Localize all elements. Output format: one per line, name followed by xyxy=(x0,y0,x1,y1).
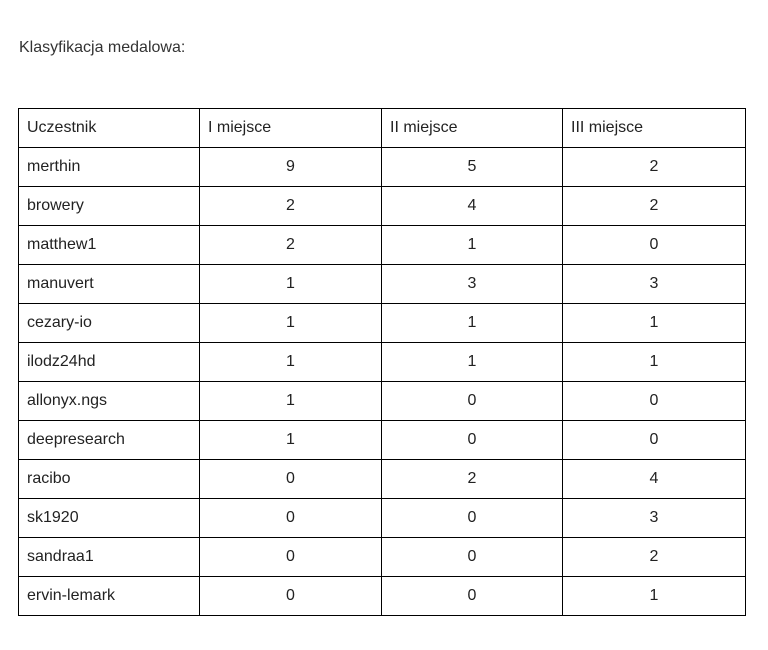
third-place-count-cell: 2 xyxy=(563,538,746,577)
third-place-count-cell: 3 xyxy=(563,265,746,304)
third-place-count-cell: 0 xyxy=(563,226,746,265)
table-row xyxy=(19,265,746,304)
first-place-count-cell: 1 xyxy=(200,421,382,460)
participant-name-cell: deepresearch xyxy=(19,421,200,460)
first-place-count-cell: 0 xyxy=(200,538,382,577)
first-place-count-cell: 0 xyxy=(200,460,382,499)
participant-name-cell: racibo xyxy=(19,460,200,499)
table-row xyxy=(19,538,746,577)
third-place-count-cell: 1 xyxy=(563,343,746,382)
second-place-count-cell: 3 xyxy=(382,265,563,304)
third-place-count-cell: 1 xyxy=(563,304,746,343)
first-place-count-cell: 9 xyxy=(200,148,382,187)
third-place-count-cell: 2 xyxy=(563,187,746,226)
participant-name-cell: sandraa1 xyxy=(19,538,200,577)
second-place-count-cell: 0 xyxy=(382,421,563,460)
column-header-participant: Uczestnik xyxy=(19,109,200,148)
first-place-count-cell: 1 xyxy=(200,382,382,421)
second-place-count-cell: 2 xyxy=(382,460,563,499)
second-place-count-cell: 1 xyxy=(382,343,563,382)
table-row xyxy=(19,148,746,187)
third-place-count-cell: 1 xyxy=(563,577,746,616)
table-row xyxy=(19,226,746,265)
column-header-third-place: III miejsce xyxy=(563,109,746,148)
participant-name-cell: sk1920 xyxy=(19,499,200,538)
first-place-count-cell: 0 xyxy=(200,577,382,616)
second-place-count-cell: 1 xyxy=(382,226,563,265)
first-place-count-cell: 1 xyxy=(200,343,382,382)
first-place-count-cell: 1 xyxy=(200,304,382,343)
column-header-first-place: I miejsce xyxy=(200,109,382,148)
first-place-count-cell: 2 xyxy=(200,226,382,265)
participant-name-cell: browery xyxy=(19,187,200,226)
table-row xyxy=(19,421,746,460)
third-place-count-cell: 0 xyxy=(563,421,746,460)
second-place-count-cell: 1 xyxy=(382,304,563,343)
table-row xyxy=(19,499,746,538)
second-place-count-cell: 0 xyxy=(382,499,563,538)
second-place-count-cell: 0 xyxy=(382,382,563,421)
second-place-count-cell: 0 xyxy=(382,538,563,577)
participant-name-cell: merthin xyxy=(19,148,200,187)
table-body xyxy=(19,148,746,616)
first-place-count-cell: 2 xyxy=(200,187,382,226)
page-title: Klasyfikacja medalowa: xyxy=(19,39,186,56)
participant-name-cell: matthew1 xyxy=(19,226,200,265)
second-place-count-cell: 0 xyxy=(382,577,563,616)
third-place-count-cell: 0 xyxy=(563,382,746,421)
participant-name-cell: allonyx.ngs xyxy=(19,382,200,421)
second-place-count-cell: 4 xyxy=(382,187,563,226)
table-row xyxy=(19,187,746,226)
participant-name-cell: cezary-io xyxy=(19,304,200,343)
medal-table xyxy=(18,108,746,616)
first-place-count-cell: 0 xyxy=(200,499,382,538)
table-row xyxy=(19,343,746,382)
participant-name-cell: ilodz24hd xyxy=(19,343,200,382)
column-header-second-place: II miejsce xyxy=(382,109,563,148)
third-place-count-cell: 2 xyxy=(563,148,746,187)
participant-name-cell: manuvert xyxy=(19,265,200,304)
third-place-count-cell: 4 xyxy=(563,460,746,499)
table-header-row xyxy=(19,109,746,148)
table-row xyxy=(19,460,746,499)
participant-name-cell: ervin-lemark xyxy=(19,577,200,616)
table-row xyxy=(19,382,746,421)
table-row xyxy=(19,304,746,343)
second-place-count-cell: 5 xyxy=(382,148,563,187)
table-row xyxy=(19,577,746,616)
first-place-count-cell: 1 xyxy=(200,265,382,304)
third-place-count-cell: 3 xyxy=(563,499,746,538)
